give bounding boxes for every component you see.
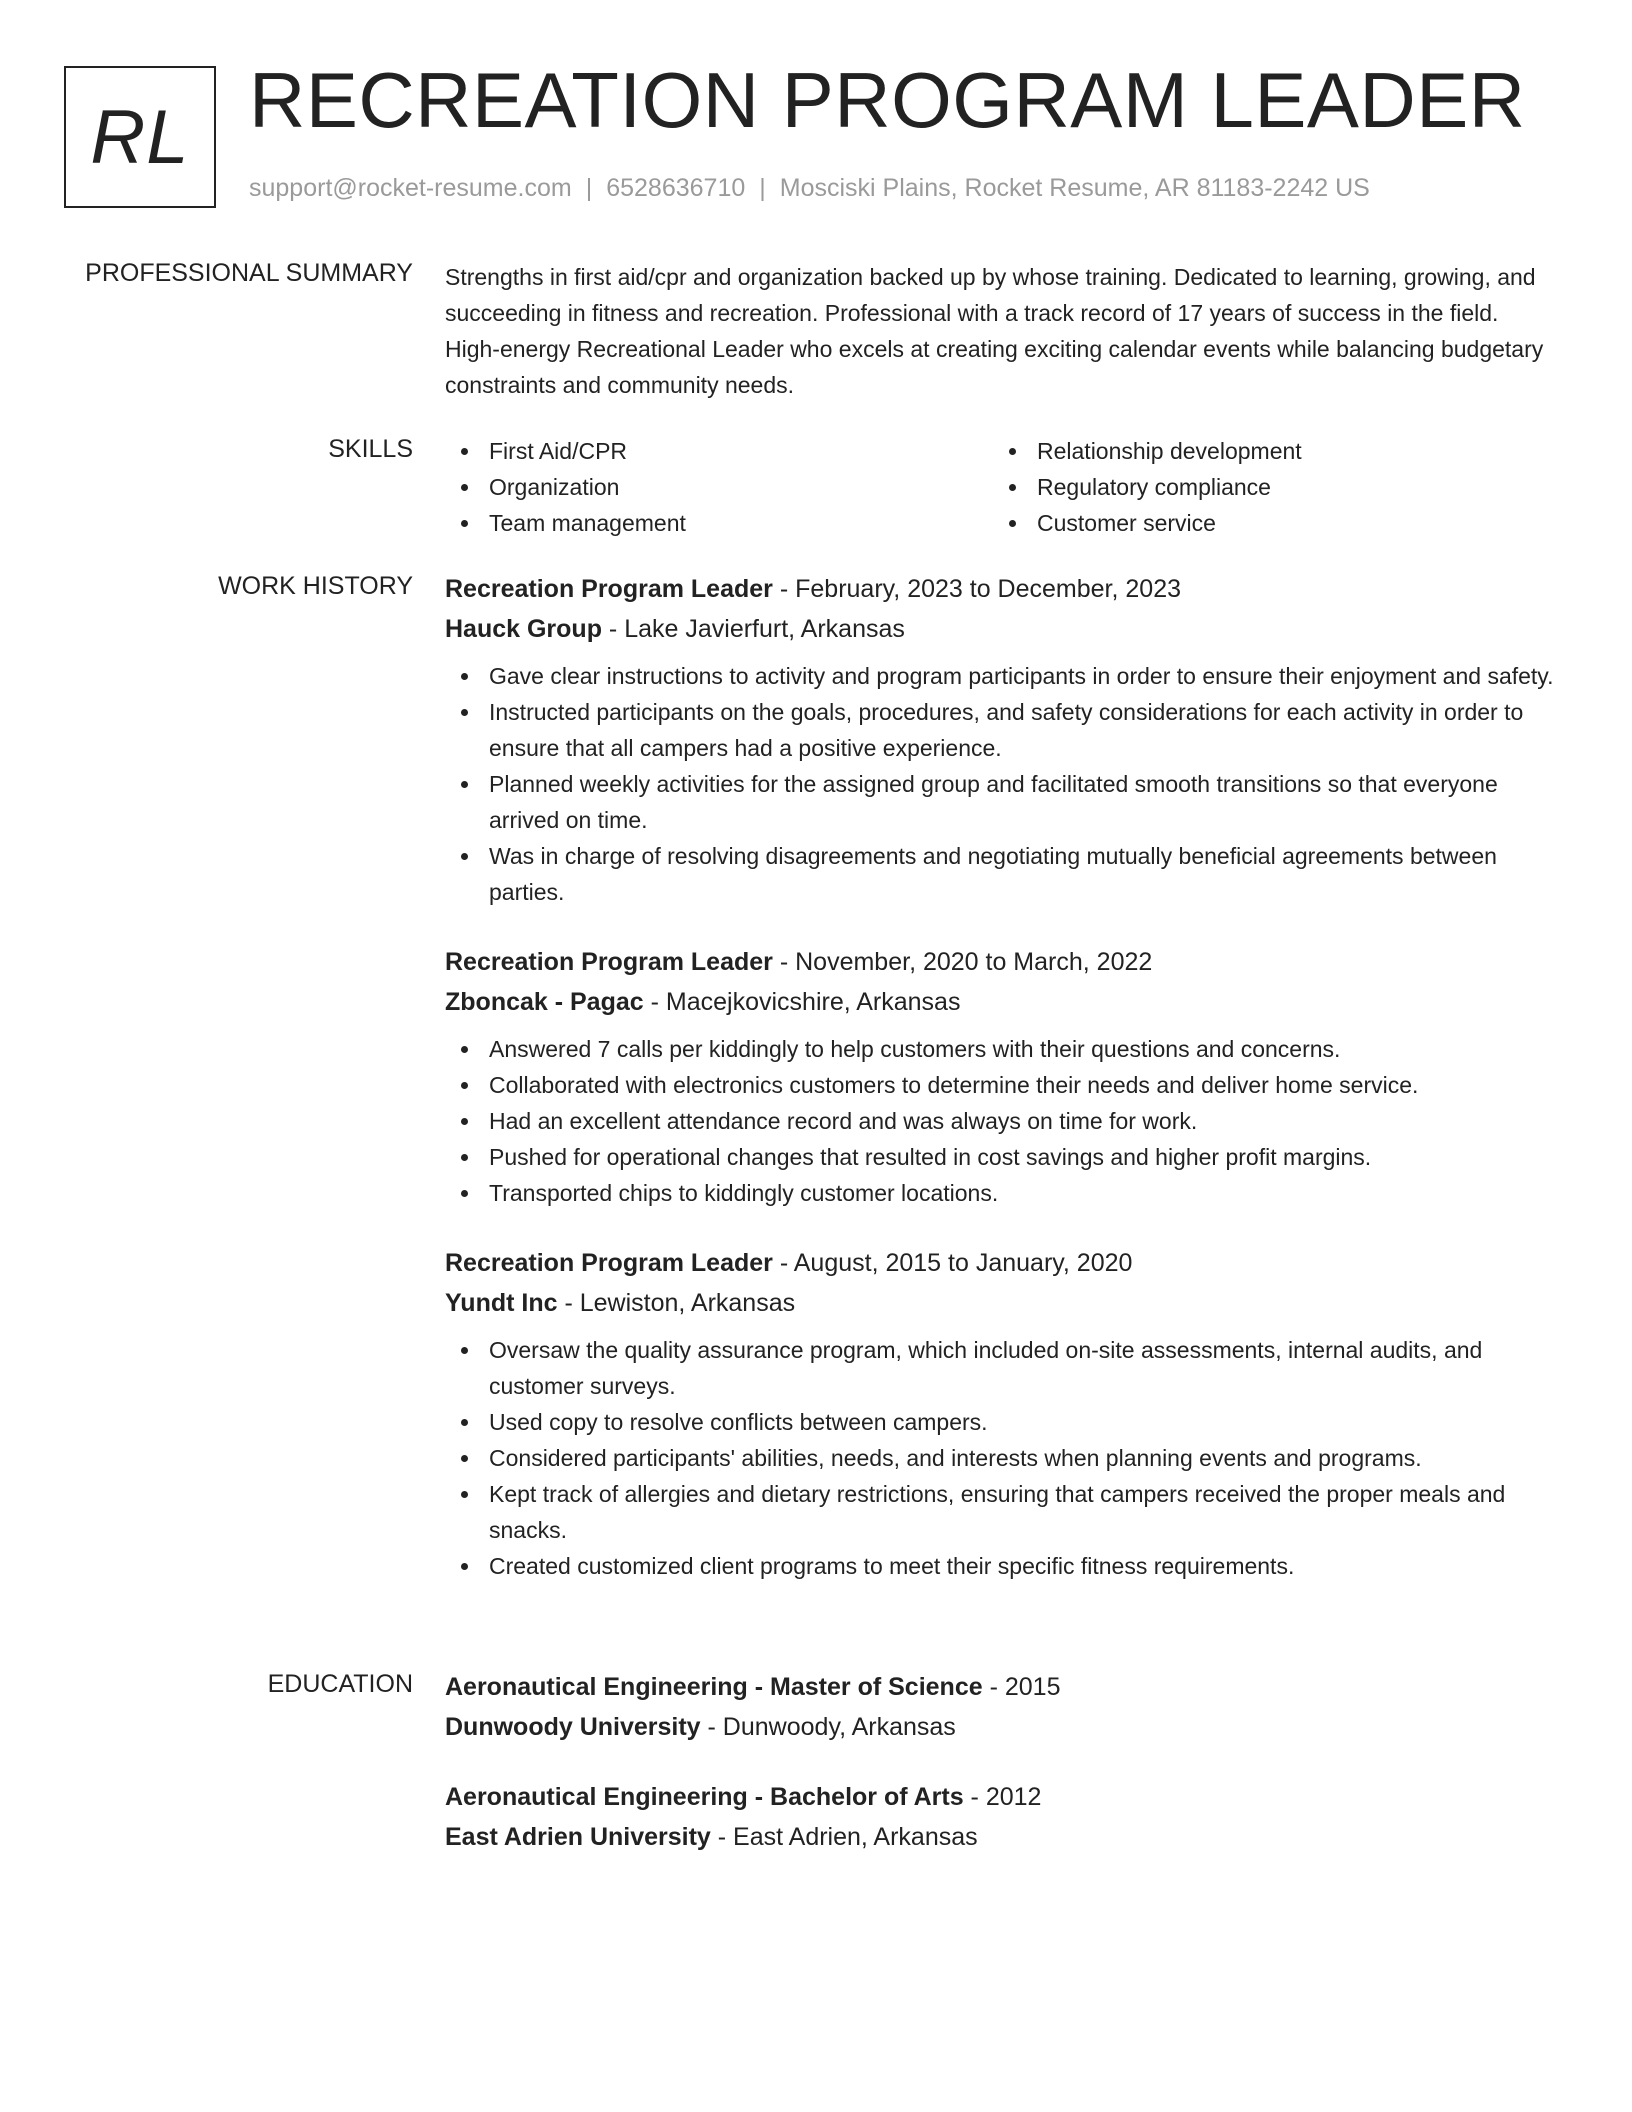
education-header [445, 1777, 1555, 1817]
job-company-line [445, 1283, 1555, 1323]
skill-item: Relationship development [993, 433, 1541, 469]
job-bullet: Answered 7 calls per kiddingly to help customers with their questions and concerns. [445, 1031, 1555, 1067]
job-bullets [445, 1332, 1555, 1584]
education-school: East Adrien University [445, 1823, 711, 1851]
education-location: - East Adrien, Arkansas [710, 1823, 978, 1851]
education-heading: EDUCATION [267, 1670, 413, 1698]
job-role: Recreation Program Leader [445, 575, 773, 603]
education-school: Dunwoody University [445, 1713, 701, 1741]
job-header [445, 942, 1555, 982]
job-bullet: Pushed for operational changes that resulted in cost savings and higher profit margins. [445, 1139, 1555, 1175]
education-degree: Aeronautical Engineering - Bachelor of Arts [445, 1783, 964, 1811]
skill-item: Organization [445, 469, 993, 505]
skills-list-left [445, 433, 993, 541]
job-bullet: Had an excellent attendance record and was always on time for work. [445, 1103, 1555, 1139]
job-bullet: Gave clear instructions to activity and program participants in order to ensure their enjoyment and safety. [445, 658, 1555, 694]
job-location: - Macejkovicshire, Arkansas [643, 988, 961, 1016]
job-dates: - November, 2020 to March, 2022 [772, 948, 1153, 976]
contact-separator: | [585, 174, 593, 202]
job-bullet: Kept track of allergies and dietary restrictions, ensuring that campers received the proper meals and snacks. [445, 1476, 1555, 1548]
education-year: - 2015 [982, 1673, 1061, 1701]
summary-text: Strengths in first aid/cpr and organization backed up by whose training. Dedicated to learning, growing, and succeeding in fitness and recreation. Professional with a track record of 17 years of success in the field. High-energy Recreational Leader who excels at creating exciting calendar events while balancing budgetary constraints and community needs. [445, 264, 1544, 398]
work-history-heading: WORK HISTORY [218, 572, 413, 600]
work-history-body [445, 569, 1555, 1616]
education-header [445, 1667, 1555, 1707]
education-body [445, 1667, 1555, 1887]
job-location: - Lake Javierfurt, Arkansas [601, 615, 905, 643]
job-company: Zboncak - Pagac [445, 988, 644, 1016]
education-degree: Aeronautical Engineering - Master of Science [445, 1673, 983, 1701]
contact-separator: | [759, 174, 766, 202]
skills-heading: SKILLS [328, 435, 413, 463]
job-bullet: Was in charge of resolving disagreements and negotiating mutually beneficial agreements between parties. [445, 838, 1555, 910]
job-bullet: Collaborated with electronics customers to determine their needs and deliver home service. [445, 1067, 1555, 1103]
job-entry [445, 1243, 1555, 1584]
job-bullet: Oversaw the quality assurance program, which included on-site assessments, internal audits, and customer surveys. [445, 1332, 1555, 1404]
job-entry [445, 942, 1555, 1211]
job-bullet: Considered participants' abilities, needs, and interests when planning events and programs. [445, 1440, 1555, 1476]
contact-address: Mosciski Plains, Rocket Resume, AR 81183-2242 US [779, 174, 1370, 202]
education-entry [445, 1667, 1555, 1747]
job-location: - Lewiston, Arkansas [557, 1289, 796, 1317]
education-location: - Dunwoody, Arkansas [700, 1713, 956, 1741]
education-year: - 2012 [963, 1783, 1042, 1811]
job-role: Recreation Program Leader [445, 948, 773, 976]
skills-list-right [993, 433, 1541, 541]
contact-line [249, 174, 1370, 203]
skill-item: Customer service [993, 505, 1541, 541]
job-bullets [445, 1031, 1555, 1211]
job-bullet: Created customized client programs to meet their specific fitness requirements. [445, 1548, 1555, 1584]
skills-grid [445, 433, 1555, 541]
monogram-badge: RL [64, 66, 216, 208]
job-entry [445, 569, 1555, 910]
contact-phone: 6528636710 [606, 174, 746, 202]
education-school-line [445, 1817, 1555, 1857]
job-company: Hauck Group [445, 615, 602, 643]
contact-email: support@rocket-resume.com [249, 174, 572, 202]
skill-item: First Aid/CPR [445, 433, 993, 469]
job-bullet: Instructed participants on the goals, procedures, and safety considerations for each activity in order to ensure that all campers had a positive experience. [445, 694, 1555, 766]
job-company: Yundt Inc [445, 1289, 558, 1317]
job-bullet: Transported chips to kiddingly customer locations. [445, 1175, 1555, 1211]
job-role: Recreation Program Leader [445, 1249, 773, 1277]
job-bullet: Planned weekly activities for the assigned group and facilitated smooth transitions so that everyone arrived on time. [445, 766, 1555, 838]
education-entry [445, 1777, 1555, 1857]
page-title: RECREATION PROGRAM LEADER [249, 56, 1526, 144]
skills-body [445, 433, 1555, 541]
skill-item: Regulatory compliance [993, 469, 1541, 505]
summary-heading: PROFESSIONAL SUMMARY [85, 259, 413, 287]
job-header [445, 569, 1555, 609]
job-header [445, 1243, 1555, 1283]
job-dates: - August, 2015 to January, 2020 [772, 1249, 1133, 1277]
job-company-line [445, 609, 1555, 649]
job-company-line [445, 982, 1555, 1022]
job-bullet: Used copy to resolve conflicts between campers. [445, 1404, 1555, 1440]
skill-item: Team management [445, 505, 993, 541]
job-bullets [445, 658, 1555, 910]
education-school-line [445, 1707, 1555, 1747]
job-dates: - February, 2023 to December, 2023 [772, 575, 1181, 603]
